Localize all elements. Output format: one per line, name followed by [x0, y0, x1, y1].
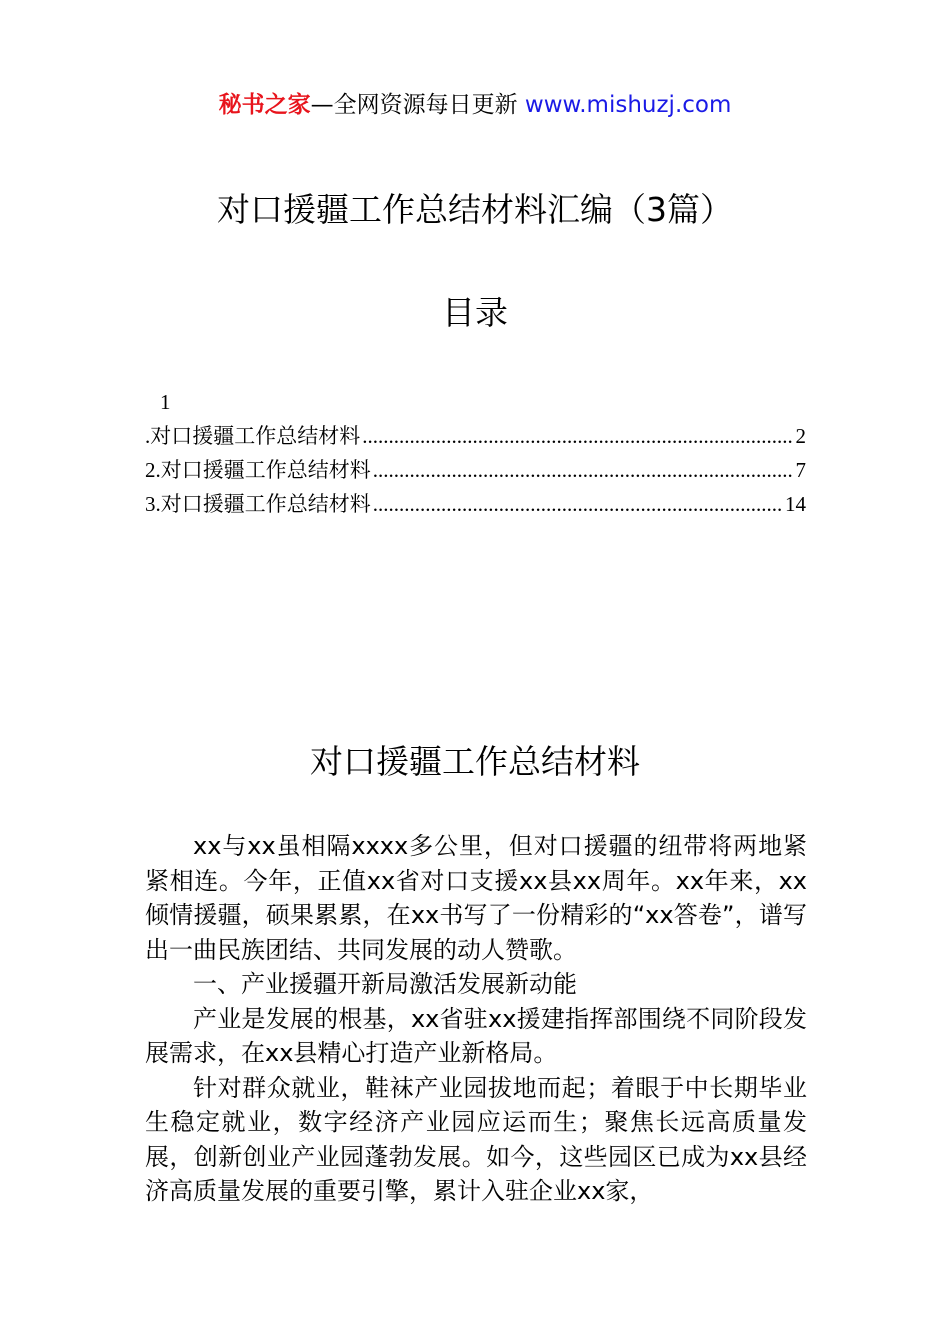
- toc-entry-label: 对口援疆工作总结材料: [150, 424, 361, 448]
- body-text: [145, 829, 807, 1209]
- toc-entry-page: 2: [795, 424, 806, 448]
- site-header: [0, 88, 950, 122]
- toc-leader-dots: [373, 487, 783, 521]
- section-title: 对口援疆工作总结材料: [310, 742, 640, 781]
- brand-name: 秘书之家: [218, 92, 311, 118]
- header-tagline: —全网资源每日更新: [310, 92, 525, 118]
- toc-entry-label: 对口援疆工作总结材料: [160, 458, 371, 482]
- toc-entry-prefix: .: [145, 424, 151, 448]
- toc-leader-dots: [362, 419, 793, 453]
- toc-entry-1[interactable]: [145, 419, 806, 453]
- toc-leader-dots: [373, 453, 794, 487]
- site-url-link[interactable]: www.mishuzj.com: [524, 92, 732, 118]
- toc-first-number: 1: [160, 390, 171, 414]
- toc-entry-prefix: 3.: [145, 492, 161, 516]
- toc-heading: 目录: [442, 293, 508, 332]
- subheading: 一、产业援疆开新局激活发展新动能: [193, 970, 577, 998]
- toc-entry-3[interactable]: [145, 487, 806, 521]
- paragraph: 产业是发展的根基，xx省驻xx援建指挥部围绕不同阶段发展需求，在xx县精心打造产业新格局。: [145, 1004, 807, 1067]
- document-title: 对口援疆工作总结材料汇编（3篇）: [217, 190, 733, 229]
- table-of-contents: [145, 385, 806, 521]
- paragraph: 针对群众就业，鞋袜产业园拔地而起；着眼于中长期毕业生稳定就业，数字经济产业园应运而生；聚焦长远高质量发展，创新创业产业园蓬勃发展。如今，这些园区已成为xx县经济高质量发展的重要引擎，累计入驻企业xx家，: [145, 1073, 807, 1205]
- toc-entry-label: 对口援疆工作总结材料: [160, 492, 371, 516]
- toc-entry-page: 7: [795, 458, 806, 482]
- toc-entry-2[interactable]: [145, 453, 806, 487]
- toc-entry-page: 14: [785, 492, 806, 516]
- paragraph: xx与xx虽相隔xxxx多公里，但对口援疆的纽带将两地紧紧相连。今年，正值xx省对口支援xx县xx周年。xx年来，xx倾情援疆，硕果累累，在xx书写了一份精彩的“xx答卷”，谱写出一曲民族团结、共同发展的动人赞歌。: [145, 832, 807, 964]
- toc-entry-prefix: 2.: [145, 458, 161, 482]
